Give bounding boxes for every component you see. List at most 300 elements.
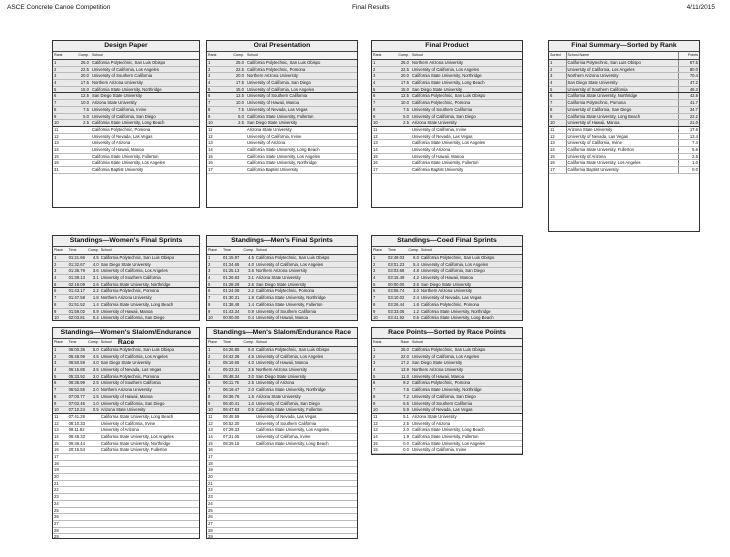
table-row — [372, 154, 522, 161]
table-cell — [222, 494, 240, 500]
table-cell: California State University, Fullerton — [256, 301, 323, 307]
table-cell: 7 — [373, 387, 376, 393]
table-row — [53, 421, 199, 428]
table-cell: 2.6 — [92, 281, 99, 287]
table-cell: 2 — [208, 261, 211, 267]
table-cell: 08:48.33 — [68, 433, 85, 439]
table-cell: 5.0 — [83, 113, 89, 119]
table-cell: 2 — [373, 261, 376, 267]
table-cell — [255, 528, 357, 534]
table-cell — [100, 474, 199, 480]
table-row — [372, 441, 522, 448]
column-header: Place — [373, 248, 382, 252]
table-cell: 4.2 — [413, 275, 419, 281]
table-cell — [222, 481, 240, 487]
table-cell: 10 — [208, 315, 213, 321]
table-cell: University of California, Irvine — [100, 420, 156, 426]
table-cell: 03:26.44 — [388, 301, 405, 307]
table-cell: 24 — [208, 500, 213, 506]
table-row — [372, 160, 522, 167]
table-cell — [392, 454, 412, 455]
table-cell: 9 — [54, 113, 57, 119]
table-row — [53, 487, 199, 494]
table-cell: 01:28.28 — [223, 281, 240, 287]
table-cell — [227, 154, 247, 160]
table-cell: 0.4 — [248, 315, 254, 321]
table-cell: 27 — [208, 520, 213, 526]
table-cell — [240, 494, 255, 500]
table-cell: University of California, Los Angeles — [412, 353, 480, 359]
table-cell: 6.0 — [413, 255, 419, 260]
table-cell: 10 — [373, 407, 378, 413]
table-row — [53, 481, 199, 488]
table-cell: California Baptist University — [412, 167, 464, 172]
table-cell: California Baptist University — [91, 167, 144, 172]
table-cell: San Diego State University — [412, 360, 463, 366]
table-cell — [100, 461, 199, 467]
table-row — [549, 100, 699, 107]
table-row — [372, 309, 522, 316]
table-cell: 5 — [54, 281, 57, 287]
table-cell: University of Southern California — [100, 380, 161, 386]
column-header: School — [91, 53, 103, 57]
table-cell: 6 — [208, 288, 211, 294]
table-cell: 15.0 — [235, 86, 244, 92]
table-row — [53, 534, 199, 539]
table-row — [549, 60, 699, 67]
table-cell: 20:15.54 — [68, 447, 85, 453]
table-cell: Arizona State University — [412, 120, 457, 126]
table-cell: 3 — [208, 360, 211, 366]
table-cell: 23 — [54, 494, 59, 500]
table-cell — [72, 127, 91, 133]
table-cell: 28 — [208, 527, 213, 533]
column-header: Place — [208, 340, 217, 344]
table-cell: 14 — [208, 146, 213, 152]
table-cell — [240, 534, 255, 539]
table-cell: 3.6 — [248, 268, 254, 274]
table-cell — [85, 427, 100, 433]
table-cell — [255, 481, 357, 487]
table-cell: 9 — [373, 113, 376, 119]
table-cell: University of California, San Diego — [412, 113, 476, 119]
column-header-row — [53, 247, 199, 255]
table-cell: 01:36.79 — [68, 268, 85, 274]
table-cell — [72, 167, 91, 173]
table-row — [372, 295, 522, 302]
table-row — [207, 134, 357, 141]
table-cell: California Polytechnic, San Luis Obispo — [256, 347, 330, 352]
table-cell: 17.5 — [80, 80, 89, 86]
table-cell — [227, 134, 247, 140]
table-cell: 1.4 — [92, 301, 99, 307]
table-cell: University of California, Los Angeles — [256, 261, 324, 267]
table-cell: 7 — [54, 100, 57, 106]
table-cell: 1.8 — [413, 301, 419, 307]
final-product-table — [371, 40, 523, 208]
table-row — [53, 288, 199, 295]
table-row — [53, 454, 199, 461]
table-cell: 15 — [373, 440, 378, 446]
table-cell: 7 — [208, 387, 211, 393]
table-cell: 2.6 — [248, 281, 254, 287]
table-cell — [85, 447, 100, 453]
table-cell: 5.0 — [92, 347, 99, 352]
table-cell: California State University, Fullerton — [91, 153, 159, 159]
table-cell: 3 — [208, 73, 211, 79]
table-cell: 2.5 — [403, 420, 409, 426]
table-cell: Northern Arizona University — [256, 268, 307, 274]
table-cell: 07:41.28 — [68, 413, 85, 419]
table-row — [372, 127, 522, 134]
table-cell — [68, 494, 86, 500]
table-cell — [372, 454, 392, 455]
table-cell: 25.0 — [235, 60, 244, 65]
table-cell: California Polytechnic, San Luis Obispo — [100, 255, 175, 260]
table-cell: University of Nevada, Las Vegas — [412, 133, 473, 139]
table-cell — [72, 134, 91, 140]
column-header: Place — [54, 248, 63, 252]
table-cell — [240, 501, 255, 507]
table-row — [207, 508, 357, 515]
table-title: Oral Presentation — [207, 41, 357, 52]
table-cell: California State University, Fullerton — [412, 160, 479, 166]
table-cell — [85, 494, 100, 500]
table-cell: 03:15.49 — [388, 275, 405, 281]
table-cell: University of Hawaii, Manoa — [421, 275, 473, 281]
table-row — [207, 120, 357, 127]
table-cell: 6 — [54, 380, 57, 386]
table-cell: 2.0 — [403, 427, 409, 433]
table-cell — [222, 467, 240, 473]
table-cell: 12 — [208, 133, 213, 139]
table-cell: 0.4 — [92, 315, 99, 321]
table-cell — [222, 501, 240, 507]
table-row — [53, 354, 199, 361]
table-cell: 2.5 — [678, 154, 699, 160]
column-header-row — [207, 52, 357, 60]
table-cell: 29 — [54, 534, 59, 539]
table-cell: 17.6 — [678, 127, 699, 133]
table-cell: 22.2 — [678, 114, 699, 120]
table-row — [372, 407, 522, 414]
table-cell: California Polytechnic, San Luis Obispo — [100, 347, 175, 352]
table-cell: University of Hawaii, Manoa — [412, 153, 464, 159]
table-row — [372, 255, 522, 262]
table-row — [549, 127, 699, 134]
table-cell — [68, 487, 86, 493]
column-header: School — [256, 340, 267, 344]
table-cell — [100, 467, 199, 473]
table-cell: Arizona State University — [91, 100, 137, 106]
table-cell — [68, 461, 86, 467]
table-cell: 10 — [208, 120, 213, 126]
table-cell: 20 — [208, 474, 213, 480]
table-cell: University of Nevada, Las Vegas — [100, 367, 162, 373]
table-cell: Northern Arizona University — [247, 73, 298, 79]
page-header — [0, 0, 730, 18]
table-cell: 4 — [373, 275, 376, 281]
table-row — [53, 309, 199, 316]
table-row — [53, 160, 199, 167]
table-cell: 4.0 — [92, 360, 99, 366]
table-cell: 15 — [373, 153, 378, 159]
table-row — [372, 100, 522, 107]
table-cell: University of California, Irvine — [566, 140, 679, 146]
table-row — [53, 80, 199, 87]
table-cell: California State University, Northridge — [566, 93, 679, 99]
table-cell: 1.0 — [92, 400, 99, 406]
table-cell: University of California, Los Angeles — [100, 268, 168, 274]
table-cell: 9 — [373, 400, 376, 406]
table-cell: 1 — [54, 347, 57, 352]
table-cell: 5.0 — [403, 113, 409, 119]
table-cell: 03:01.23 — [388, 261, 405, 267]
table-row — [207, 374, 357, 381]
table-cell: 08:29.15 — [223, 440, 240, 446]
table-cell: California State University, Long Beach — [256, 440, 329, 446]
table-cell — [85, 487, 100, 493]
table-title: Final Summary—Sorted by Rank — [549, 41, 699, 52]
table-row — [207, 93, 357, 100]
table-cell: 8 — [208, 106, 211, 112]
table-row — [207, 360, 357, 367]
table-cell: California State University, Los Angeles — [91, 160, 165, 166]
table-row — [372, 107, 522, 114]
table-cell: California State University, Northridge — [412, 387, 482, 393]
table-cell: University of Hawaii, Manoa — [100, 308, 153, 314]
column-header: School — [100, 340, 112, 344]
table-cell — [85, 421, 100, 427]
table-row — [372, 93, 522, 100]
table-cell: University of California, Los Angeles — [421, 261, 489, 267]
table-row — [207, 474, 357, 481]
table-cell — [100, 454, 199, 460]
table-cell — [392, 134, 412, 140]
table-row — [53, 407, 199, 414]
table-cell — [240, 427, 255, 433]
table-cell: 16 — [54, 160, 59, 166]
table-cell: 25 — [208, 507, 213, 513]
table-row — [549, 167, 699, 174]
table-cell: 06:00.36 — [68, 347, 85, 352]
table-cell — [255, 534, 357, 539]
table-cell: 13 — [54, 140, 59, 146]
table-cell: University of Southern California — [412, 106, 473, 112]
table-cell: 0.5 — [248, 407, 254, 413]
table-cell — [392, 154, 412, 160]
table-cell: 03:03.68 — [388, 268, 405, 274]
table-row — [549, 160, 699, 167]
table-cell: 08:10.33 — [68, 420, 85, 426]
table-row — [207, 421, 357, 428]
table-cell: University of California, Los Angeles — [566, 67, 679, 73]
column-header-row — [549, 52, 699, 60]
table-cell: 10.0 — [400, 100, 409, 106]
table-cell: University of California, San Diego — [100, 400, 165, 406]
table-cell: 06:48.99 — [68, 353, 85, 359]
table-cell — [68, 528, 86, 534]
table-row — [549, 87, 699, 94]
table-row — [53, 87, 199, 94]
table-cell: 0.0 — [403, 447, 409, 453]
table-cell — [240, 528, 255, 534]
table-cell: 4.8 — [413, 268, 419, 274]
table-cell: 3.1 — [248, 275, 254, 281]
table-cell: University of Southern California — [256, 420, 317, 426]
table-cell — [85, 501, 100, 507]
table-row — [372, 67, 522, 74]
table-cell: San Diego State University — [256, 373, 307, 379]
table-cell: California State University, Long Beach — [412, 80, 485, 86]
table-cell: 1.5 — [92, 393, 99, 399]
table-row — [207, 140, 357, 147]
table-cell: 4 — [208, 367, 211, 373]
table-row — [207, 147, 357, 154]
table-cell — [255, 461, 357, 467]
table-cell: University of Hawaii, Manoa — [256, 360, 308, 366]
table-cell: 04:42.36 — [223, 353, 240, 359]
table-cell: 3.6 — [413, 281, 419, 287]
table-cell: 06:36.76 — [223, 393, 240, 399]
table-cell: 17 — [550, 167, 555, 172]
table-cell: University of Arizona — [100, 427, 139, 433]
table-row — [53, 107, 199, 114]
table-cell: 07:29.33 — [223, 427, 240, 433]
table-row — [207, 302, 357, 309]
table-cell: 17 — [208, 454, 213, 459]
table-cell: 7.4 — [678, 140, 699, 146]
table-cell: 06:47.63 — [223, 407, 240, 413]
table-cell: 7 — [208, 100, 211, 106]
table-cell: 07:02.46 — [68, 400, 85, 406]
table-cell: 01:47.58 — [68, 295, 85, 301]
table-cell — [240, 481, 255, 487]
table-cell: San Diego State University — [566, 80, 679, 86]
column-header: Comp. — [233, 53, 244, 57]
table-cell — [222, 487, 240, 493]
table-cell: 2 — [54, 261, 57, 267]
table-row — [372, 60, 522, 67]
table-cell: Arizona State University — [412, 413, 457, 419]
table-cell: 20 — [54, 474, 59, 480]
table-row — [207, 100, 357, 107]
table-cell: University of Hawaii, Manoa — [256, 315, 308, 321]
table-cell: California State University, Long Beach — [421, 315, 494, 321]
table-cell: 06:52.55 — [68, 387, 85, 393]
table-cell: 11 — [54, 413, 59, 419]
table-row — [207, 414, 357, 421]
table-cell: California State University, Fullerton — [100, 447, 168, 453]
table-cell: 07:31.05 — [223, 433, 240, 439]
table-row — [372, 275, 522, 282]
table-cell: 1.9 — [403, 433, 409, 439]
table-cell — [68, 534, 86, 539]
womens-sprints-table — [52, 235, 200, 321]
table-cell — [72, 154, 91, 160]
table-cell: University of California, Los Angeles — [100, 353, 168, 359]
column-header: Comp. — [243, 340, 254, 344]
table-cell: 01:24.08 — [223, 288, 240, 294]
table-cell: 6 — [373, 93, 376, 99]
table-cell: University of Southern California — [256, 308, 317, 314]
table-cell: California State University, Los Angeles — [566, 160, 679, 166]
table-cell: 01:15.97 — [223, 255, 240, 260]
column-header: School — [256, 248, 267, 252]
table-cell — [68, 481, 86, 487]
table-cell: 11.0 — [401, 373, 409, 379]
table-cell: 7.2 — [403, 393, 409, 399]
table-cell: 11 — [208, 413, 213, 419]
table-cell: 17 — [373, 167, 378, 172]
table-cell: California Polytechnic, San Luis Obispo — [412, 347, 486, 352]
table-cell: 3.1 — [92, 275, 99, 281]
table-cell: 1 — [54, 60, 57, 65]
table-cell: 0.9 — [92, 308, 99, 314]
table-cell: 16 — [550, 160, 555, 166]
table-cell: Arizona State University — [256, 275, 301, 281]
table-row — [53, 262, 199, 269]
table-cell — [255, 501, 357, 507]
table-cell: 3.0 — [92, 373, 99, 379]
table-cell: 5 — [208, 373, 211, 379]
table-cell: 0.0 — [678, 167, 699, 173]
table-cell: 4 — [54, 367, 57, 373]
womens-slalom-table — [52, 327, 200, 539]
table-cell: California Polytechnic, San Luis Obispo — [91, 60, 166, 65]
table-cell: California State University, Fullerton — [247, 113, 314, 119]
table-cell: 1 — [373, 347, 376, 352]
table-cell: 10 — [373, 315, 378, 321]
table-cell: 12 — [373, 133, 378, 139]
table-row — [372, 414, 522, 421]
table-cell: 13 — [373, 427, 378, 433]
table-row — [207, 73, 357, 80]
table-row — [207, 447, 357, 454]
table-cell: 2.5 — [92, 380, 99, 386]
table-cell: 6 — [373, 288, 376, 294]
table-cell — [100, 481, 199, 487]
table-cell: 01:43.34 — [223, 308, 240, 314]
table-cell — [240, 441, 255, 447]
table-cell: 22.0 — [400, 353, 409, 359]
table-cell: 3 — [550, 73, 553, 79]
table-title: Final Product — [372, 41, 522, 52]
table-row — [207, 367, 357, 374]
table-row — [207, 501, 357, 508]
table-cell: 5.6 — [678, 147, 699, 153]
table-row — [372, 421, 522, 428]
table-cell: California Polytechnic, San Luis Obispo — [247, 60, 321, 65]
column-header: School Name — [566, 52, 679, 59]
table-cell: 10.0 — [80, 100, 89, 106]
table-cell: 1 — [208, 255, 211, 260]
table-cell: California Polytechnic, San Luis Obispo — [412, 93, 486, 99]
table-cell: 22 — [208, 487, 213, 493]
table-cell — [100, 514, 199, 520]
table-cell: 12 — [208, 420, 213, 426]
table-cell: 28 — [54, 527, 59, 533]
table-cell — [222, 508, 240, 514]
table-cell: 13.9 — [400, 367, 409, 373]
table-cell: 20.0 — [80, 73, 89, 79]
table-row — [372, 114, 522, 121]
table-cell: 03:33.06 — [388, 308, 405, 314]
table-cell: 01:59.02 — [68, 308, 85, 314]
table-cell: 10 — [54, 120, 59, 126]
table-cell: 34.7 — [678, 107, 699, 113]
table-row — [372, 374, 522, 381]
